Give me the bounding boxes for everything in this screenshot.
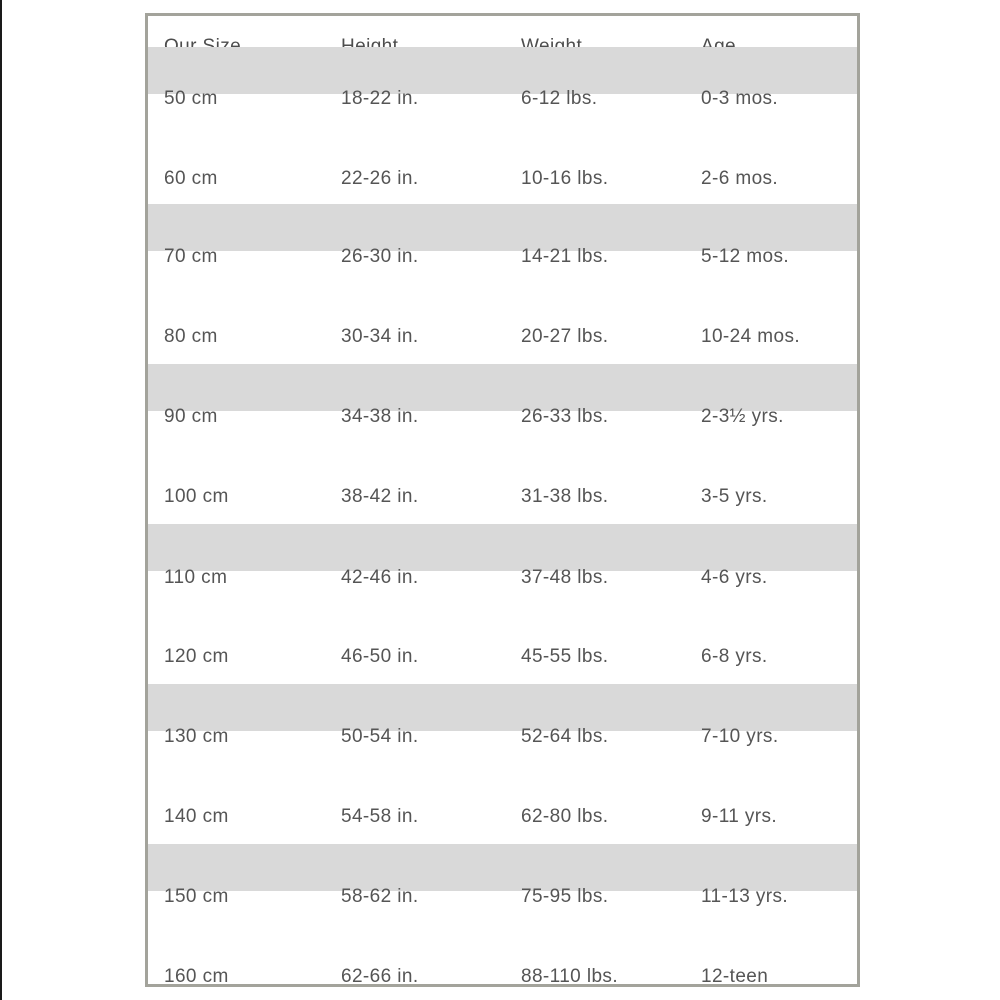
cell-size: 130 cm	[164, 726, 229, 747]
cell-height: 26-30 in.	[341, 246, 419, 267]
table-row	[148, 204, 857, 284]
cell-age: 3-5 yrs.	[701, 486, 768, 507]
table-row	[148, 524, 857, 604]
cell-age: 9-11 yrs.	[701, 806, 778, 827]
cell-weight: 26-33 lbs.	[521, 406, 609, 427]
cell-age: 12-teen	[701, 966, 769, 987]
cell-height: 42-46 in.	[341, 567, 419, 588]
table-row	[148, 284, 857, 364]
table-row	[148, 924, 857, 987]
table-row	[148, 47, 857, 124]
cell-weight: 45-55 lbs.	[521, 646, 609, 667]
size-chart-table	[145, 13, 860, 987]
row-band	[148, 204, 857, 251]
cell-height: 62-66 in.	[341, 966, 419, 987]
row-band	[148, 684, 857, 731]
cell-weight: 20-27 lbs.	[521, 326, 609, 347]
row-band	[148, 524, 857, 571]
cell-age: 2-6 mos.	[701, 168, 779, 189]
table-row	[148, 364, 857, 444]
cell-age: 0-3 mos.	[701, 88, 779, 109]
table-row	[148, 444, 857, 524]
cell-size: 110 cm	[164, 567, 228, 588]
cell-height: 54-58 in.	[341, 806, 419, 827]
row-band	[148, 364, 857, 411]
row-band	[148, 844, 857, 891]
table-row	[148, 764, 857, 844]
cell-weight: 52-64 lbs.	[521, 726, 609, 747]
cell-size: 60 cm	[164, 168, 218, 189]
cell-height: 34-38 in.	[341, 406, 419, 427]
table-row	[148, 124, 857, 204]
cell-weight: 31-38 lbs.	[521, 486, 609, 507]
cell-age: 10-24 mos.	[701, 326, 801, 347]
cell-size: 140 cm	[164, 806, 229, 827]
cell-size: 50 cm	[164, 88, 218, 109]
cell-age: 2-3½ yrs.	[701, 406, 784, 427]
table-row	[148, 684, 857, 764]
left-edge-rule	[0, 0, 2, 1000]
cell-height: 58-62 in.	[341, 886, 419, 907]
cell-size: 100 cm	[164, 486, 229, 507]
table-row	[148, 844, 857, 924]
cell-size: 90 cm	[164, 406, 218, 427]
cell-height: 50-54 in.	[341, 726, 419, 747]
cell-size: 160 cm	[164, 966, 229, 987]
cell-weight: 62-80 lbs.	[521, 806, 609, 827]
cell-age: 4-6 yrs.	[701, 567, 768, 588]
cell-age: 6-8 yrs.	[701, 646, 768, 667]
cell-height: 38-42 in.	[341, 486, 419, 507]
cell-height: 46-50 in.	[341, 646, 419, 667]
cell-age: 11-13 yrs.	[701, 886, 789, 907]
cell-size: 150 cm	[164, 886, 229, 907]
cell-weight: 88-110 lbs.	[521, 966, 618, 987]
table-row	[148, 604, 857, 684]
cell-weight: 14-21 lbs.	[521, 246, 609, 267]
cell-age: 5-12 mos.	[701, 246, 790, 267]
cell-height: 30-34 in.	[341, 326, 419, 347]
row-band	[148, 47, 857, 94]
cell-weight: 6-12 lbs.	[521, 88, 598, 109]
cell-weight: 10-16 lbs.	[521, 168, 609, 189]
cell-weight: 75-95 lbs.	[521, 886, 609, 907]
cell-height: 18-22 in.	[341, 88, 419, 109]
cell-height: 22-26 in.	[341, 168, 419, 189]
cell-age: 7-10 yrs.	[701, 726, 779, 747]
cell-size: 70 cm	[164, 246, 218, 267]
cell-weight: 37-48 lbs.	[521, 567, 609, 588]
cell-size: 80 cm	[164, 326, 218, 347]
cell-size: 120 cm	[164, 646, 229, 667]
